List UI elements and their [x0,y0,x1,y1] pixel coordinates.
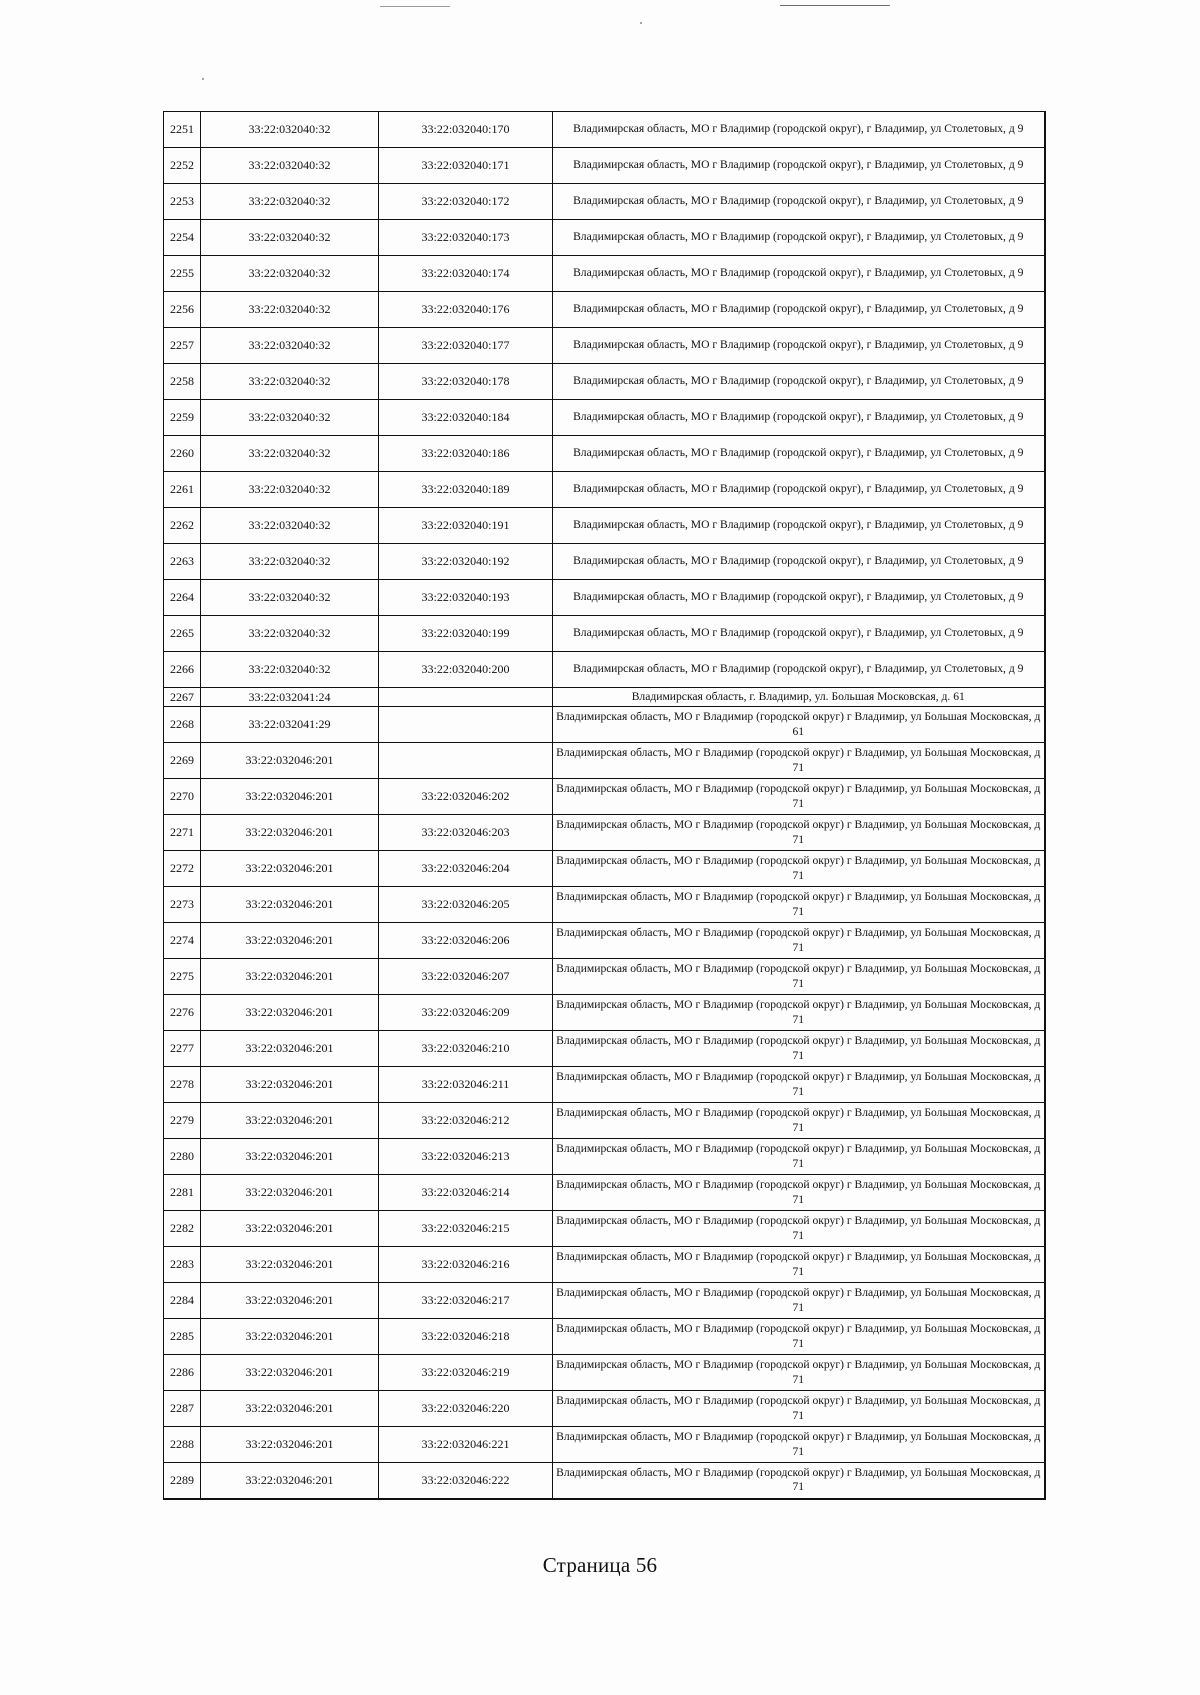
row-number: 2287 [164,1391,201,1427]
cadastral-number: 33:22:032046:215 [379,1211,553,1247]
address: Владимирская область, МО г Владимир (городской округ) г Владимир, ул Большая Московская, д 71 [553,851,1045,887]
table-row [164,472,1045,508]
table-row [164,1211,1045,1247]
cadastral-number: 33:22:032040:189 [379,472,553,508]
address: Владимирская область, МО г Владимир (городской округ) г Владимир, ул Большая Московская, д 71 [553,1175,1045,1211]
address: Владимирская область, МО г Владимир (городской округ) г Владимир, ул Большая Московская, д 61 [553,707,1045,743]
address: Владимирская область, МО г Владимир (городской округ) г Владимир, ул Большая Московская, д 71 [553,887,1045,923]
cadastral-number: 33:22:032046:207 [379,959,553,995]
row-number: 2284 [164,1283,201,1319]
table-row [164,1247,1045,1283]
table-row [164,815,1045,851]
row-number: 2285 [164,1319,201,1355]
row-number: 2289 [164,1463,201,1499]
scan-artifact [202,78,204,80]
table-row [164,400,1045,436]
table-row [164,1427,1045,1463]
row-number: 2278 [164,1067,201,1103]
address: Владимирская область, МО г Владимир (городской округ) г Владимир, ул Большая Московская, д 71 [553,1391,1045,1427]
cadastral-number: 33:22:032046:213 [379,1139,553,1175]
row-number: 2261 [164,472,201,508]
base-cadastral-number: 33:22:032046:201 [201,1355,379,1391]
address: Владимирская область, МО г Владимир (городской округ) г Владимир, ул Большая Московская, д 71 [553,1211,1045,1247]
table-row [164,1283,1045,1319]
row-number: 2276 [164,995,201,1031]
row-number: 2257 [164,328,201,364]
address: Владимирская область, МО г Владимир (городской округ), г Владимир, ул Столетовых, д 9 [553,652,1045,688]
table-row [164,1391,1045,1427]
address: Владимирская область, МО г Владимир (городской округ), г Владимир, ул Столетовых, д 9 [553,364,1045,400]
table-row [164,508,1045,544]
page-number: Страница 56 [542,1553,658,1577]
address: Владимирская область, МО г Владимир (городской округ) г Владимир, ул Большая Московская, д 71 [553,959,1045,995]
row-number: 2256 [164,292,201,328]
row-number: 2255 [164,256,201,292]
table-row [164,184,1045,220]
cadastral-number: 33:22:032040:178 [379,364,553,400]
row-number: 2273 [164,887,201,923]
address: Владимирская область, МО г Владимир (городской округ) г Владимир, ул Большая Московская, д 71 [553,1463,1045,1499]
address: Владимирская область, МО г Владимир (городской округ) г Владимир, ул Большая Московская, д 71 [553,779,1045,815]
cadastral-number: 33:22:032046:203 [379,815,553,851]
row-number: 2266 [164,652,201,688]
table-row [164,652,1045,688]
cadastral-number: 33:22:032040:186 [379,436,553,472]
address: Владимирская область, МО г Владимир (городской округ), г Владимир, ул Столетовых, д 9 [553,436,1045,472]
row-number: 2269 [164,743,201,779]
base-cadastral-number: 33:22:032046:201 [201,1391,379,1427]
row-number: 2272 [164,851,201,887]
base-cadastral-number: 33:22:032046:201 [201,995,379,1031]
row-number: 2271 [164,815,201,851]
address: Владимирская область, МО г Владимир (городской округ) г Владимир, ул Большая Московская, д 71 [553,1139,1045,1175]
cadastral-number: 33:22:032040:191 [379,508,553,544]
row-number: 2270 [164,779,201,815]
cadastral-number: 33:22:032046:210 [379,1031,553,1067]
row-number: 2267 [164,688,201,707]
address: Владимирская область, МО г Владимир (городской округ), г Владимир, ул Столетовых, д 9 [553,328,1045,364]
cadastral-number: 33:22:032046:216 [379,1247,553,1283]
cadastral-number: 33:22:032040:192 [379,544,553,580]
table-row [164,112,1045,148]
table-row [164,995,1045,1031]
table-row [164,923,1045,959]
table-row [164,688,1045,707]
base-cadastral-number: 33:22:032046:201 [201,851,379,887]
row-number: 2264 [164,580,201,616]
table-row [164,256,1045,292]
row-number: 2251 [164,112,201,148]
cadastral-number: 33:22:032046:202 [379,779,553,815]
cadastral-number: 33:22:032040:173 [379,220,553,256]
table-row [164,616,1045,652]
address: Владимирская область, МО г Владимир (городской округ) г Владимир, ул Большая Московская, д 71 [553,1031,1045,1067]
scan-artifact [640,22,642,24]
row-number: 2274 [164,923,201,959]
base-cadastral-number: 33:22:032046:201 [201,1283,379,1319]
cadastral-number: 33:22:032046:212 [379,1103,553,1139]
table-row [164,707,1045,743]
row-number: 2288 [164,1427,201,1463]
table-row [164,364,1045,400]
row-number: 2280 [164,1139,201,1175]
table-row [164,580,1045,616]
cadastral-number: 33:22:032046:205 [379,887,553,923]
cadastral-number: 33:22:032046:204 [379,851,553,887]
base-cadastral-number: 33:22:032046:201 [201,923,379,959]
cadastral-number: 33:22:032040:172 [379,184,553,220]
cadastral-number: 33:22:032046:217 [379,1283,553,1319]
row-number: 2275 [164,959,201,995]
cadastral-number: 33:22:032046:221 [379,1427,553,1463]
base-cadastral-number: 33:22:032046:201 [201,1067,379,1103]
base-cadastral-number: 33:22:032040:32 [201,292,379,328]
row-number: 2265 [164,616,201,652]
base-cadastral-number: 33:22:032046:201 [201,1103,379,1139]
cadastral-number: 33:22:032046:214 [379,1175,553,1211]
base-cadastral-number: 33:22:032040:32 [201,148,379,184]
address: Владимирская область, МО г Владимир (городской округ), г Владимир, ул Столетовых, д 9 [553,544,1045,580]
table-row [164,1175,1045,1211]
base-cadastral-number: 33:22:032046:201 [201,1139,379,1175]
table-row [164,544,1045,580]
table-row [164,220,1045,256]
base-cadastral-number: 33:22:032041:24 [201,688,379,707]
base-cadastral-number: 33:22:032040:32 [201,472,379,508]
address: Владимирская область, МО г Владимир (городской округ), г Владимир, ул Столетовых, д 9 [553,508,1045,544]
address: Владимирская область, МО г Владимир (городской округ), г Владимир, ул Столетовых, д 9 [553,472,1045,508]
address: Владимирская область, МО г Владимир (городской округ) г Владимир, ул Большая Московская, д 71 [553,1319,1045,1355]
address: Владимирская область, МО г Владимир (городской округ) г Владимир, ул Большая Московская, д 71 [553,1283,1045,1319]
cadastral-number: 33:22:032040:200 [379,652,553,688]
cadastral-number [379,707,553,743]
row-number: 2281 [164,1175,201,1211]
address: Владимирская область, МО г Владимир (городской округ), г Владимир, ул Столетовых, д 9 [553,112,1045,148]
row-number: 2258 [164,364,201,400]
address: Владимирская область, МО г Владимир (городской округ), г Владимир, ул Столетовых, д 9 [553,220,1045,256]
table-row [164,959,1045,995]
base-cadastral-number: 33:22:032040:32 [201,652,379,688]
table-row [164,1463,1045,1499]
cadastral-number: 33:22:032040:177 [379,328,553,364]
base-cadastral-number: 33:22:032040:32 [201,580,379,616]
address: Владимирская область, МО г Владимир (городской округ), г Владимир, ул Столетовых, д 9 [553,256,1045,292]
address: Владимирская область, МО г Владимир (городской округ) г Владимир, ул Большая Московская, д 71 [553,923,1045,959]
address: Владимирская область, МО г Владимир (городской округ) г Владимир, ул Большая Московская, д 71 [553,1427,1045,1463]
base-cadastral-number: 33:22:032040:32 [201,400,379,436]
row-number: 2262 [164,508,201,544]
cadastral-number: 33:22:032040:184 [379,400,553,436]
base-cadastral-number: 33:22:032040:32 [201,220,379,256]
table-row [164,743,1045,779]
row-number: 2268 [164,707,201,743]
base-cadastral-number: 33:22:032040:32 [201,328,379,364]
cadastral-number: 33:22:032046:220 [379,1391,553,1427]
base-cadastral-number: 33:22:032040:32 [201,184,379,220]
base-cadastral-number: 33:22:032046:201 [201,1319,379,1355]
table-row [164,851,1045,887]
address: Владимирская область, МО г Владимир (городской округ), г Владимир, ул Столетовых, д 9 [553,292,1045,328]
address: Владимирская область, МО г Владимир (городской округ) г Владимир, ул Большая Московская, д 71 [553,1067,1045,1103]
cadastral-number: 33:22:032046:211 [379,1067,553,1103]
base-cadastral-number: 33:22:032046:201 [201,815,379,851]
table-row [164,436,1045,472]
address: Владимирская область, МО г Владимир (городской округ) г Владимир, ул Большая Московская, д 71 [553,1355,1045,1391]
cadastral-number: 33:22:032046:209 [379,995,553,1031]
table-row [164,1103,1045,1139]
base-cadastral-number: 33:22:032040:32 [201,436,379,472]
table-row [164,1139,1045,1175]
address: Владимирская область, МО г Владимир (городской округ) г Владимир, ул Большая Московская, д 71 [553,743,1045,779]
address: Владимирская область, МО г Владимир (городской округ), г Владимир, ул Столетовых, д 9 [553,580,1045,616]
base-cadastral-number: 33:22:032046:201 [201,887,379,923]
row-number: 2263 [164,544,201,580]
cadastral-number: 33:22:032040:193 [379,580,553,616]
cadastral-number: 33:22:032040:171 [379,148,553,184]
cadastral-number: 33:22:032040:199 [379,616,553,652]
row-number: 2252 [164,148,201,184]
table-row [164,1355,1045,1391]
base-cadastral-number: 33:22:032046:201 [201,743,379,779]
row-number: 2283 [164,1247,201,1283]
base-cadastral-number: 33:22:032040:32 [201,544,379,580]
row-number: 2286 [164,1355,201,1391]
base-cadastral-number: 33:22:032040:32 [201,616,379,652]
base-cadastral-number: 33:22:032046:201 [201,1211,379,1247]
address: Владимирская область, МО г Владимир (городской округ), г Владимир, ул Столетовых, д 9 [553,148,1045,184]
cadastral-number: 33:22:032046:218 [379,1319,553,1355]
address: Владимирская область, г. Владимир, ул. Большая Московская, д. 61 [553,688,1045,707]
base-cadastral-number: 33:22:032046:201 [201,959,379,995]
base-cadastral-number: 33:22:032046:201 [201,1031,379,1067]
base-cadastral-number: 33:22:032046:201 [201,1427,379,1463]
base-cadastral-number: 33:22:032046:201 [201,1247,379,1283]
cadastral-number: 33:22:032046:206 [379,923,553,959]
cadastral-number: 33:22:032040:176 [379,292,553,328]
base-cadastral-number: 33:22:032040:32 [201,112,379,148]
base-cadastral-number: 33:22:032040:32 [201,508,379,544]
cadastral-number: 33:22:032046:222 [379,1463,553,1499]
base-cadastral-number: 33:22:032046:201 [201,1463,379,1499]
cadastral-number: 33:22:032046:219 [379,1355,553,1391]
table-row [164,1067,1045,1103]
address: Владимирская область, МО г Владимир (городской округ) г Владимир, ул Большая Московская, д 71 [553,995,1045,1031]
cadastral-number [379,688,553,707]
table-row [164,887,1045,923]
table-row [164,1031,1045,1067]
table-row [164,292,1045,328]
row-number: 2279 [164,1103,201,1139]
table-row [164,328,1045,364]
address: Владимирская область, МО г Владимир (городской округ) г Владимир, ул Большая Московская, д 71 [553,1103,1045,1139]
address: Владимирская область, МО г Владимир (городской округ) г Владимир, ул Большая Московская, д 71 [553,815,1045,851]
base-cadastral-number: 33:22:032046:201 [201,1175,379,1211]
base-cadastral-number: 33:22:032040:32 [201,256,379,292]
base-cadastral-number: 33:22:032041:29 [201,707,379,743]
base-cadastral-number: 33:22:032040:32 [201,364,379,400]
table-body [164,112,1045,1499]
row-number: 2277 [164,1031,201,1067]
table-row [164,1319,1045,1355]
scan-artifact [380,6,450,7]
base-cadastral-number: 33:22:032046:201 [201,779,379,815]
cadastral-number: 33:22:032040:170 [379,112,553,148]
cadastral-table [163,111,1046,1500]
table-row [164,779,1045,815]
scan-artifact [780,5,890,6]
address: Владимирская область, МО г Владимир (городской округ) г Владимир, ул Большая Московская, д 71 [553,1247,1045,1283]
row-number: 2259 [164,400,201,436]
address: Владимирская область, МО г Владимир (городской округ), г Владимир, ул Столетовых, д 9 [553,184,1045,220]
row-number: 2254 [164,220,201,256]
row-number: 2282 [164,1211,201,1247]
address: Владимирская область, МО г Владимир (городской округ), г Владимир, ул Столетовых, д 9 [553,616,1045,652]
row-number: 2260 [164,436,201,472]
table-row [164,148,1045,184]
cadastral-number: 33:22:032040:174 [379,256,553,292]
row-number: 2253 [164,184,201,220]
cadastral-number [379,743,553,779]
address: Владимирская область, МО г Владимир (городской округ), г Владимир, ул Столетовых, д 9 [553,400,1045,436]
